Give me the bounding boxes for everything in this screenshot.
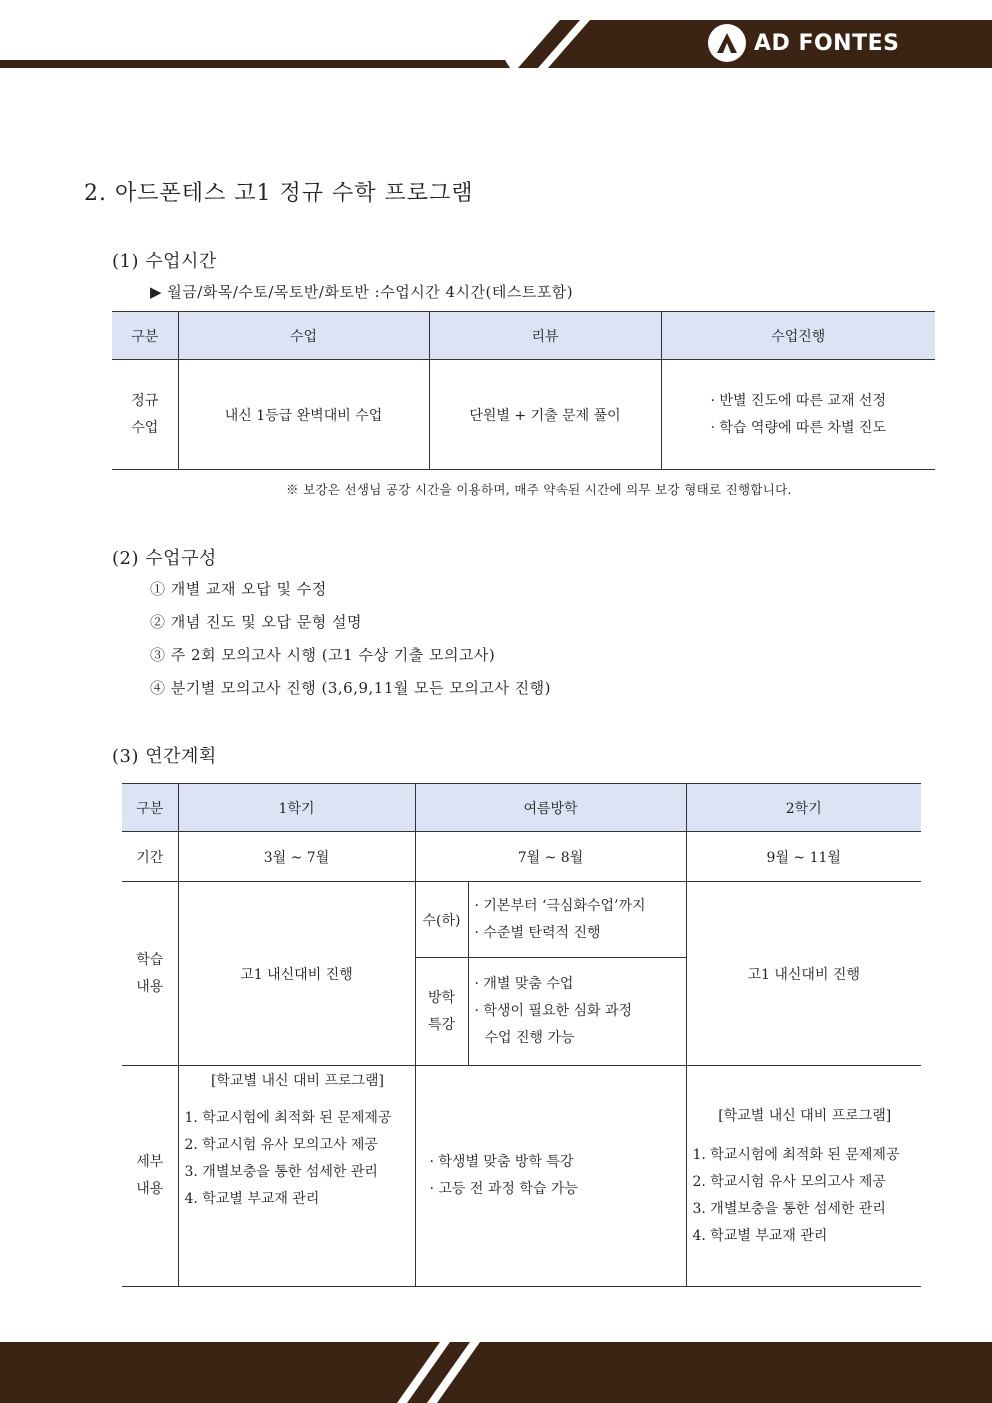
learning-semester1: 고1 내신대비 진행 [178,882,415,1066]
header-class: 수업 [178,312,429,360]
section3-heading: (3) 연간계획 [112,746,217,767]
header-summer: 여름방학 [415,784,686,832]
row-class: 내신 1등급 완벽대비 수업 [178,360,429,470]
detail-semester1: [학교별 내신 대비 프로그램] 1. 학교시험에 최적화 된 문제제공 2. 학교시험 유사 모의고사 제공 3. 개별보충을 통한 섬세한 관리 4. 학교별 부교재 관리 [178,1066,415,1287]
list-item: ② 개념 진도 및 오답 문형 설명 [150,613,362,631]
period-summer: 7월 ~ 8월 [415,832,686,882]
brand-logo [708,24,899,62]
class-schedule: ▶ 월금/화목/수토/목토반/화토반 :수업시간 4시간(테스트포함) [150,283,574,301]
detail-label: 세부 내용 [122,1066,178,1287]
header-category: 구분 [112,312,178,360]
footer-band [0,1330,992,1403]
period-semester2: 9월 ~ 11월 [686,832,921,882]
header-category: 구분 [122,784,178,832]
class-time-table [112,311,935,470]
summer-special-items: · 개별 맞춤 수업 · 학생이 필요한 심화 과정 수업 진행 가능 [468,958,686,1066]
brand-name: AD FONTES [754,30,900,56]
list-item: ③ 주 2회 모의고사 시행 (고1 수상 기출 모의고사) [150,646,496,664]
section2-heading: (2) 수업구성 [112,548,217,569]
detail-summer: · 학생별 맞춤 방학 특강 · 고등 전 과정 학습 가능 [415,1066,686,1287]
list-item: ④ 분기별 모의고사 진행 (3,6,9,11월 모든 모의고사 진행) [150,679,551,697]
period-semester1: 3월 ~ 7월 [178,832,415,882]
row-review: 단원별 + 기출 문제 풀이 [429,360,661,470]
logo-icon [708,24,746,62]
detail-semester2: [학교별 내신 대비 프로그램] 1. 학교시험에 최적화 된 문제제공 2. 학교시험 유사 모의고사 제공 3. 개별보충을 통한 섬세한 관리 4. 학교별 부교재 관리 [686,1066,921,1287]
section1-heading: (1) 수업시간 [112,251,217,272]
header-progress: 수업진행 [661,312,935,360]
period-label: 기간 [122,832,178,882]
header-semester2: 2학기 [686,784,921,832]
annual-plan-table [122,783,921,1287]
summer-special-label: 방학 특강 [415,958,468,1066]
row-progress: · 반별 진도에 따른 교재 선정 · 학습 역량에 따른 차별 진도 [661,360,935,470]
makeup-note: ※ 보강은 선생님 공강 시간을 이용하며, 매주 약속된 시간에 의무 보강 형태로 진행합니다. [286,482,792,497]
summer-course-items: · 기본부터 ‘극심화수업’까지 · 수준별 탄력적 진행 [468,882,686,958]
summer-course-label: 수(하) [415,882,468,958]
row-category: 정규 수업 [112,360,178,470]
learning-label: 학습 내용 [122,882,178,1066]
list-item: ① 개별 교재 오답 및 수정 [150,580,327,598]
header-semester1: 1학기 [178,784,415,832]
page-title: 2. 아드폰테스 고1 정규 수학 프로그램 [84,181,474,206]
learning-semester2: 고1 내신대비 진행 [686,882,921,1066]
header-review: 리뷰 [429,312,661,360]
